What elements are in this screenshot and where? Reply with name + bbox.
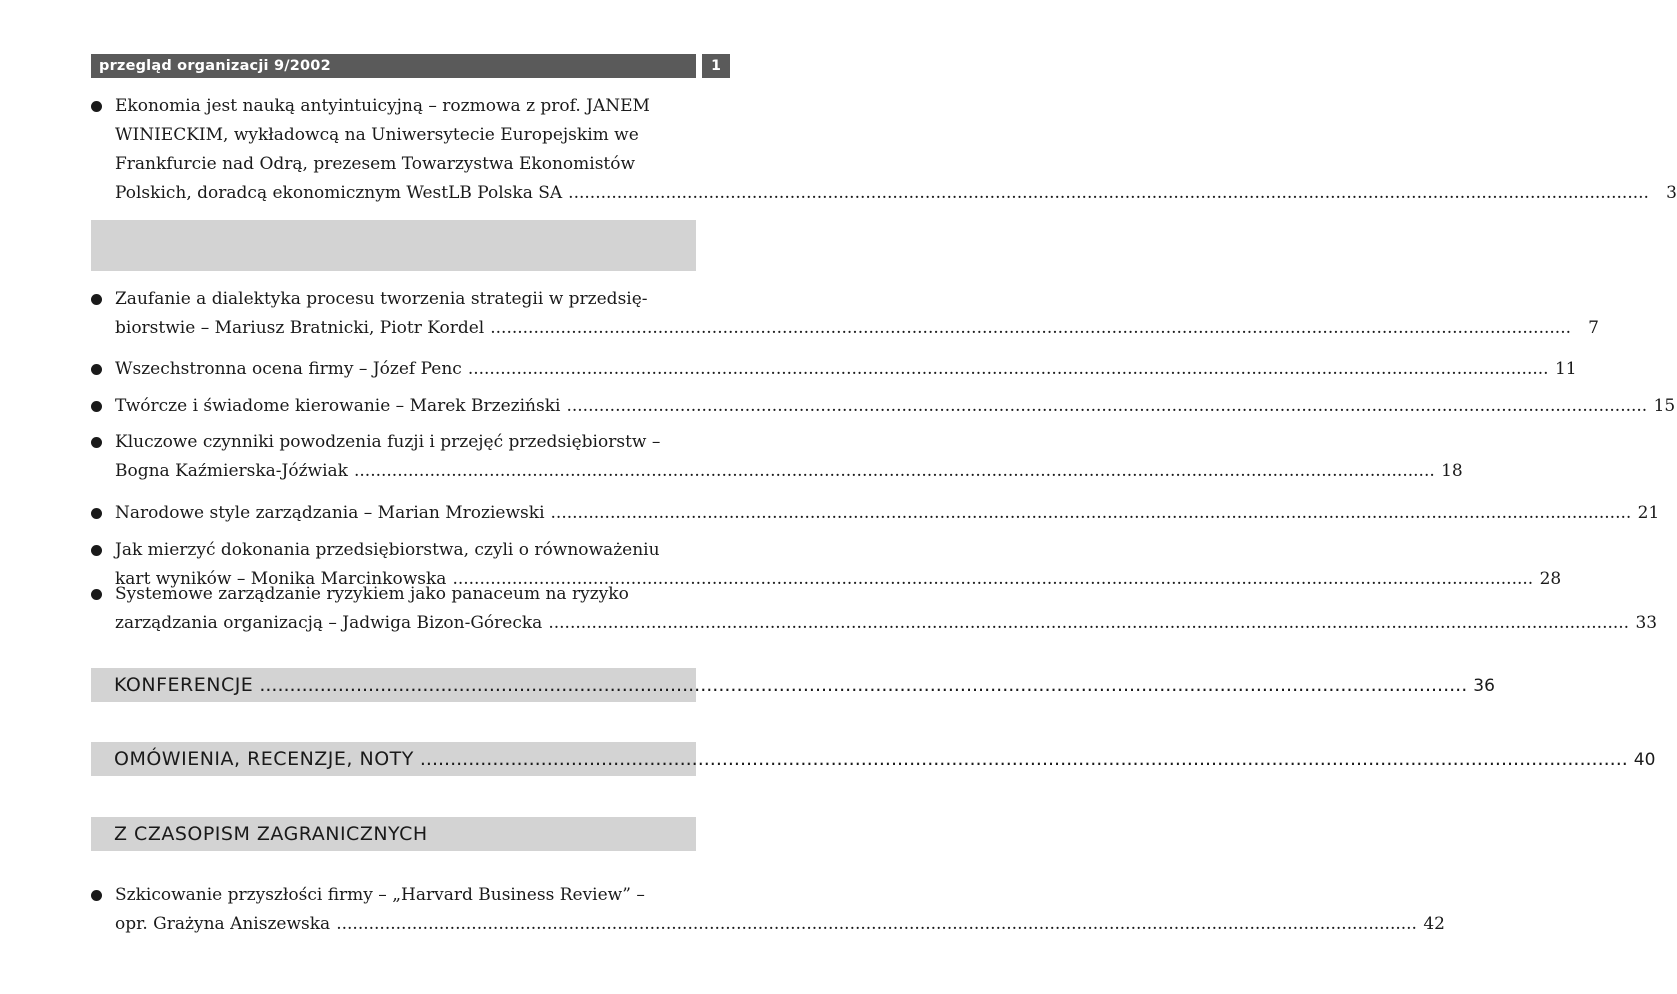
entry-title-tail: Polskich, doradcą ekonomicznym WestLB Polska SA <box>115 183 563 203</box>
toc-entry-foreign[interactable] <box>91 881 1445 939</box>
bullet-icon <box>91 508 102 519</box>
toc-entry-article[interactable] <box>91 392 1676 421</box>
entry-title-tail: biorstwie – Mariusz Bratnicki, Piotr Kordel <box>115 318 485 338</box>
dot-leader: ........................................................................................................................................................................................................ <box>550 503 1632 523</box>
entry-title-tail: kart wyników – Monika Marcinkowska <box>115 569 447 589</box>
toc-entry-article[interactable] <box>91 285 1599 343</box>
section-zagraniczne[interactable] <box>91 817 696 851</box>
entry-last-line <box>115 609 1658 638</box>
section-konferencje[interactable] <box>91 668 1495 702</box>
entry-line: Szkicowanie przyszłości firmy – „Harvard Business Review” – <box>115 885 645 905</box>
entry-page: 33 <box>1635 613 1658 633</box>
entry-line: Systemowe zarządzanie ryzykiem jako panaceum na ryzyko <box>115 584 629 604</box>
entry-last-line <box>115 179 1677 208</box>
entry-title-tail: Bogna Kaźmierska-Jóźwiak <box>115 461 348 481</box>
dot-leader: ........................................................................................................................................................................................................ <box>548 613 1630 633</box>
entry-title-tail: zarządzania organizacją – Jadwiga Bizon-Górecka <box>115 613 543 633</box>
entry-last-line <box>115 355 1577 384</box>
entry-last-line <box>115 457 1463 486</box>
bullet-icon <box>91 364 102 375</box>
bullet-icon <box>91 589 102 600</box>
bullet-icon <box>91 294 102 305</box>
entry-page: 28 <box>1539 569 1562 589</box>
bullet-icon <box>91 890 102 901</box>
dot-leader: ........................................................................................................................................................................................................ <box>336 914 1417 934</box>
toc-entry-interview[interactable] <box>91 92 1677 208</box>
section-title: OMÓWIENIA, RECENZJE, NOTY <box>114 748 414 770</box>
entry-page: 7 <box>1588 318 1599 338</box>
bullet-icon <box>91 401 102 412</box>
gray-section-band <box>91 220 696 271</box>
entry-line: Ekonomia jest nauką antyintuicyjną – rozmowa z prof. JANEM <box>115 96 650 116</box>
dot-leader: ........................................................................................................................................................................................................ <box>419 748 1628 770</box>
entry-line: Jak mierzyć dokonania przedsiębiorstwa, czyli o równoważeniu <box>115 540 660 560</box>
entry-title-tail: Narodowe style zarządzania – Marian Mroziewski <box>115 503 545 523</box>
entry-last-line <box>115 910 1445 939</box>
entry-last-line <box>115 499 1660 528</box>
section-title: KONFERENCJE <box>114 674 254 696</box>
entry-title-tail: opr. Grażyna Aniszewska <box>115 914 331 934</box>
dot-leader: ........................................................................................................................................................................................................ <box>467 359 1549 379</box>
entry-page: 21 <box>1637 503 1660 523</box>
entry-last-line <box>115 392 1676 421</box>
toc-entry-article[interactable] <box>91 428 1463 486</box>
entry-line: Zaufanie a dialektyka procesu tworzenia strategii w przedsię- <box>115 289 648 309</box>
section-page: 36 <box>1473 676 1495 696</box>
dot-leader: ........................................................................................................................................................................................................ <box>259 674 1468 696</box>
entry-last-line <box>115 314 1599 343</box>
toc-entry-article[interactable] <box>91 355 1577 384</box>
bullet-icon <box>91 101 102 112</box>
entry-page: 42 <box>1423 914 1445 934</box>
entry-line: Frankfurcie nad Odrą, prezesem Towarzystwa Ekonomistów <box>115 154 636 174</box>
dot-leader: ........................................................................................................................................................................................................ <box>490 318 1571 338</box>
toc-entry-article[interactable] <box>91 499 1660 528</box>
dot-leader: ........................................................................................................................................................................................................ <box>353 461 1435 481</box>
entry-page: 11 <box>1554 359 1577 379</box>
bullet-icon <box>91 437 102 448</box>
entry-line: Kluczowe czynniki powodzenia fuzji i przejęć przedsiębiorstw – <box>115 432 661 452</box>
entry-title-tail: Wszechstronna ocena firmy – Józef Penc <box>115 359 462 379</box>
entry-line: WINIECKIM, wykładowcą na Uniwersytecie Europejskim we <box>115 125 639 145</box>
entry-page: 15 <box>1653 396 1676 416</box>
entry-title-tail: Twórcze i świadome kierowanie – Marek Brzeziński <box>115 396 561 416</box>
toc-entry-article[interactable] <box>91 580 1658 638</box>
journal-header: przegląd organizacji 9/2002 <box>91 54 696 78</box>
section-page: 40 <box>1633 750 1656 770</box>
section-omowienia[interactable] <box>91 742 1656 776</box>
entry-page: 18 <box>1441 461 1463 481</box>
dot-leader: ........................................................................................................................................................................................................ <box>452 569 1534 589</box>
dot-leader: ........................................................................................................................................................................................................ <box>568 183 1649 203</box>
dot-leader: ........................................................................................................................................................................................................ <box>566 396 1648 416</box>
section-title: Z CZASOPISM ZAGRANICZNYCH <box>114 823 428 845</box>
bullet-icon <box>91 545 102 556</box>
page-number: 1 <box>702 54 730 78</box>
entry-page: 3 <box>1666 183 1677 203</box>
